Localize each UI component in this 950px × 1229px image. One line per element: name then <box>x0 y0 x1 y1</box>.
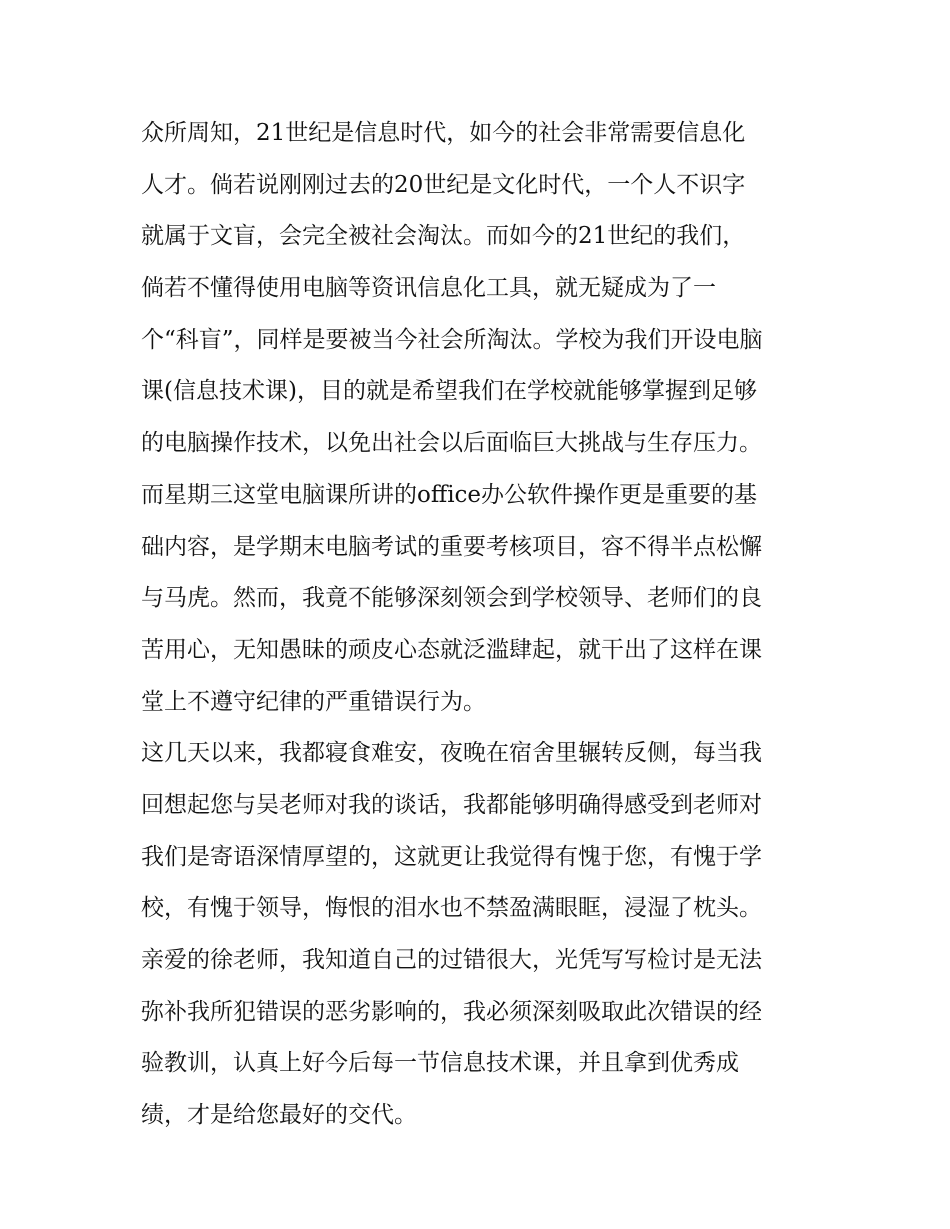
text-line: 个“科盲”，同样是要被当今社会所淘汰。学校为我们开设电脑 <box>141 326 763 353</box>
text-line: 而星期三这堂电脑课所讲的office办公软件操作更是重要的基 <box>141 481 758 508</box>
text-line: 这几天以来，我都寝食难安，夜晚在宿舍里辗转反侧，每当我 <box>141 740 762 767</box>
text-line: 弥补我所犯错误的恶劣影响的，我必须深刻吸取此次错误的经 <box>141 998 762 1025</box>
text-line: 与马虎。然而，我竟不能够深刻领会到学校领导、老师们的良 <box>141 585 762 612</box>
text-line: 回想起您与吴老师对我的谈话，我都能够明确得感受到老师对 <box>141 791 762 818</box>
text-line: 验教训，认真上好今后每一节信息技术课，并且拿到优秀成 <box>141 1050 739 1077</box>
text-line: 倘若不懂得使用电脑等资讯信息化工具，就无疑成为了一 <box>141 275 716 302</box>
text-line: 就属于文盲，会完全被社会淘汰。而如今的21世纪的我们， <box>141 223 746 250</box>
text-line: 课(信息技术课)，目的就是希望我们在学校就能够掌握到足够 <box>141 378 757 405</box>
text-line: 我们是寄语深情厚望的，这就更让我觉得有愧于您，有愧于学 <box>141 843 762 870</box>
text-line: 人才。倘若说刚刚过去的20世纪是文化时代，一个人不识字 <box>141 171 746 198</box>
text-line: 绩，才是给您最好的交代。 <box>141 1102 417 1129</box>
text-line: 众所周知，21世纪是信息时代，如今的社会非常需要信息化 <box>141 120 746 146</box>
text-line: 堂上不遵守纪律的严重错误行为。 <box>141 688 486 715</box>
document-body <box>141 108 821 1142</box>
text-line: 的电脑操作技术，以免出社会以后面临巨大挑战与生存压力。 <box>141 430 762 457</box>
text-line: 础内容，是学期末电脑考试的重要考核项目，容不得半点松懈 <box>141 533 762 560</box>
text-line: 亲爱的徐老师，我知道自己的过错很大，光凭写写检讨是无法 <box>141 947 762 973</box>
text-line: 苦用心，无知愚昧的顽皮心态就泛滥肆起，就干出了这样在课 <box>141 636 762 663</box>
text-line: 校，有愧于领导，悔恨的泪水也不禁盈满眼眶，浸湿了枕头。 <box>141 895 762 922</box>
